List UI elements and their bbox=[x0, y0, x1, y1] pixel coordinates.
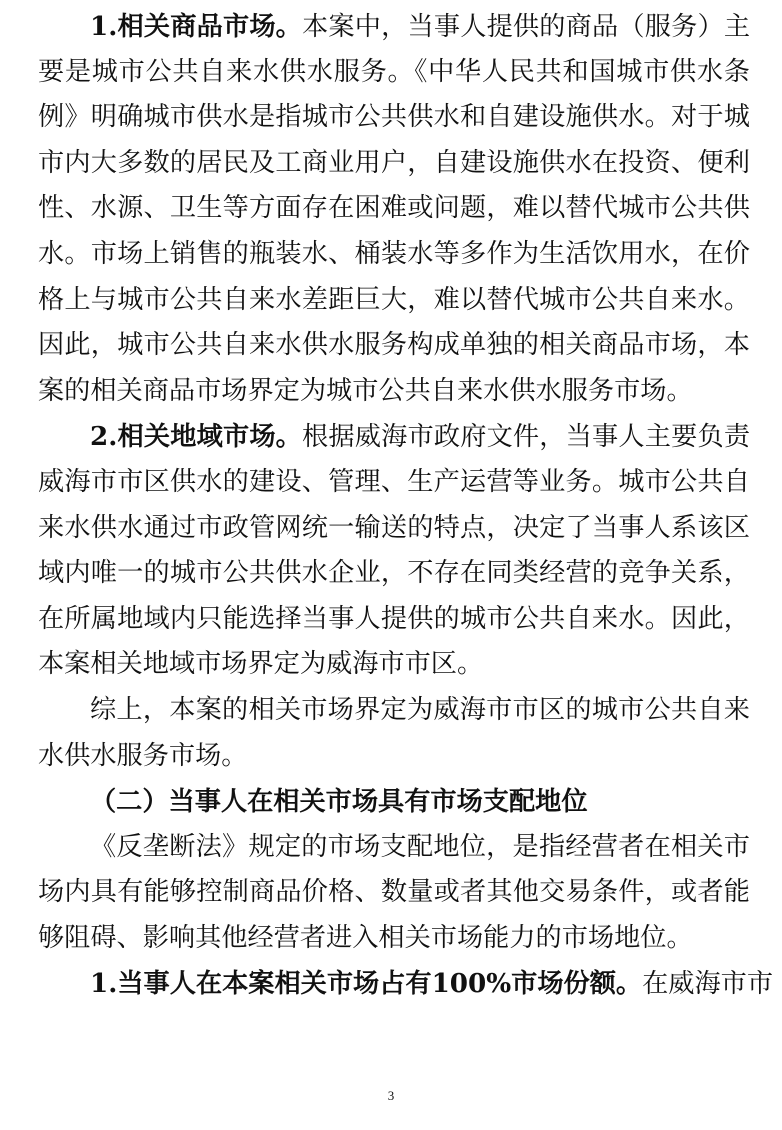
paragraph-1-line-4: 市内大多数的居民及工商业用户，自建设施供水在投资、便利 bbox=[38, 147, 750, 178]
paragraph-2-line-3: 来水供水通过市政管网统一输送的特点，决定了当事人系该区 bbox=[38, 512, 750, 543]
paragraph-1-line-5: 性、水源、卫生等方面存在困难或问题，难以替代城市公共供 bbox=[38, 193, 750, 224]
paragraph-2-line-6: 本案相关地域市场界定为威海市市区。 bbox=[38, 649, 484, 680]
paragraph-2-line-2: 威海市市区供水的建设、管理、生产运营等业务。城市公共自 bbox=[38, 466, 750, 497]
document-body bbox=[38, 4, 774, 1007]
paragraph-2-text: 根据威海市政府文件，当事人主要负责 bbox=[302, 422, 751, 453]
page-number: 3 bbox=[387, 1088, 395, 1103]
paragraph-1-line-9: 案的相关商品市场界定为城市公共自来水供水服务市场。 bbox=[38, 375, 693, 406]
paragraph-1-line-2: 要是城市公共自来水供水服务。《中华人民共和国城市供水条 bbox=[38, 56, 750, 87]
subheading-relevant-geographic-market: 2.相关地域市场。 bbox=[90, 421, 303, 453]
paragraph-3-line-2: 水供水服务市场。 bbox=[38, 740, 248, 771]
paragraph-4-line-1: 《反垄断法》规定的市场支配地位，是指经营者在相关市 bbox=[90, 831, 750, 862]
paragraph-4-line-3: 够阻碍、影响其他经营者进入相关市场能力的市场地位。 bbox=[38, 922, 693, 953]
subheading-market-share: 1.当事人在本案相关市场占有100%市场份额。 bbox=[90, 968, 643, 1000]
paragraph-2-line-5: 在所属地域内只能选择当事人提供的城市公共自来水。因此， bbox=[38, 603, 750, 634]
paragraph-2-line-1 bbox=[38, 414, 750, 460]
subheading-relevant-product-market: 1.相关商品市场。 bbox=[90, 11, 303, 42]
paragraph-1-line-7: 格上与城市公共自来水差距巨大，难以替代城市公共自来水。 bbox=[38, 284, 750, 315]
paragraph-5-text: 在威海市市 bbox=[642, 969, 774, 1000]
paragraph-1-line-8: 因此，城市公共自来水供水服务构成单独的相关商品市场，本 bbox=[38, 330, 750, 361]
paragraph-4-line-2: 场内具有能够控制商品价格、数量或者其他交易条件，或者能 bbox=[38, 877, 750, 908]
paragraph-1-line-1 bbox=[38, 4, 750, 50]
section-heading: （二）当事人在相关市场具有市场支配地位 bbox=[90, 786, 588, 818]
paragraph-5-line-1 bbox=[38, 961, 774, 1007]
paragraph-1-line-6: 水。市场上销售的瓶装水、桶装水等多作为生活饮用水，在价 bbox=[38, 238, 750, 269]
paragraph-1-text: 本案中，当事人提供的商品（服务）主 bbox=[302, 12, 751, 42]
paragraph-3-line-1: 综上，本案的相关市场界定为威海市市区的城市公共自来 bbox=[90, 694, 750, 725]
paragraph-1-line-3: 例》明确城市供水是指城市公共供水和自建设施供水。对于城 bbox=[38, 102, 750, 133]
paragraph-2-line-4: 域内唯一的城市公共供水企业，不存在同类经营的竞争关系， bbox=[38, 558, 750, 589]
